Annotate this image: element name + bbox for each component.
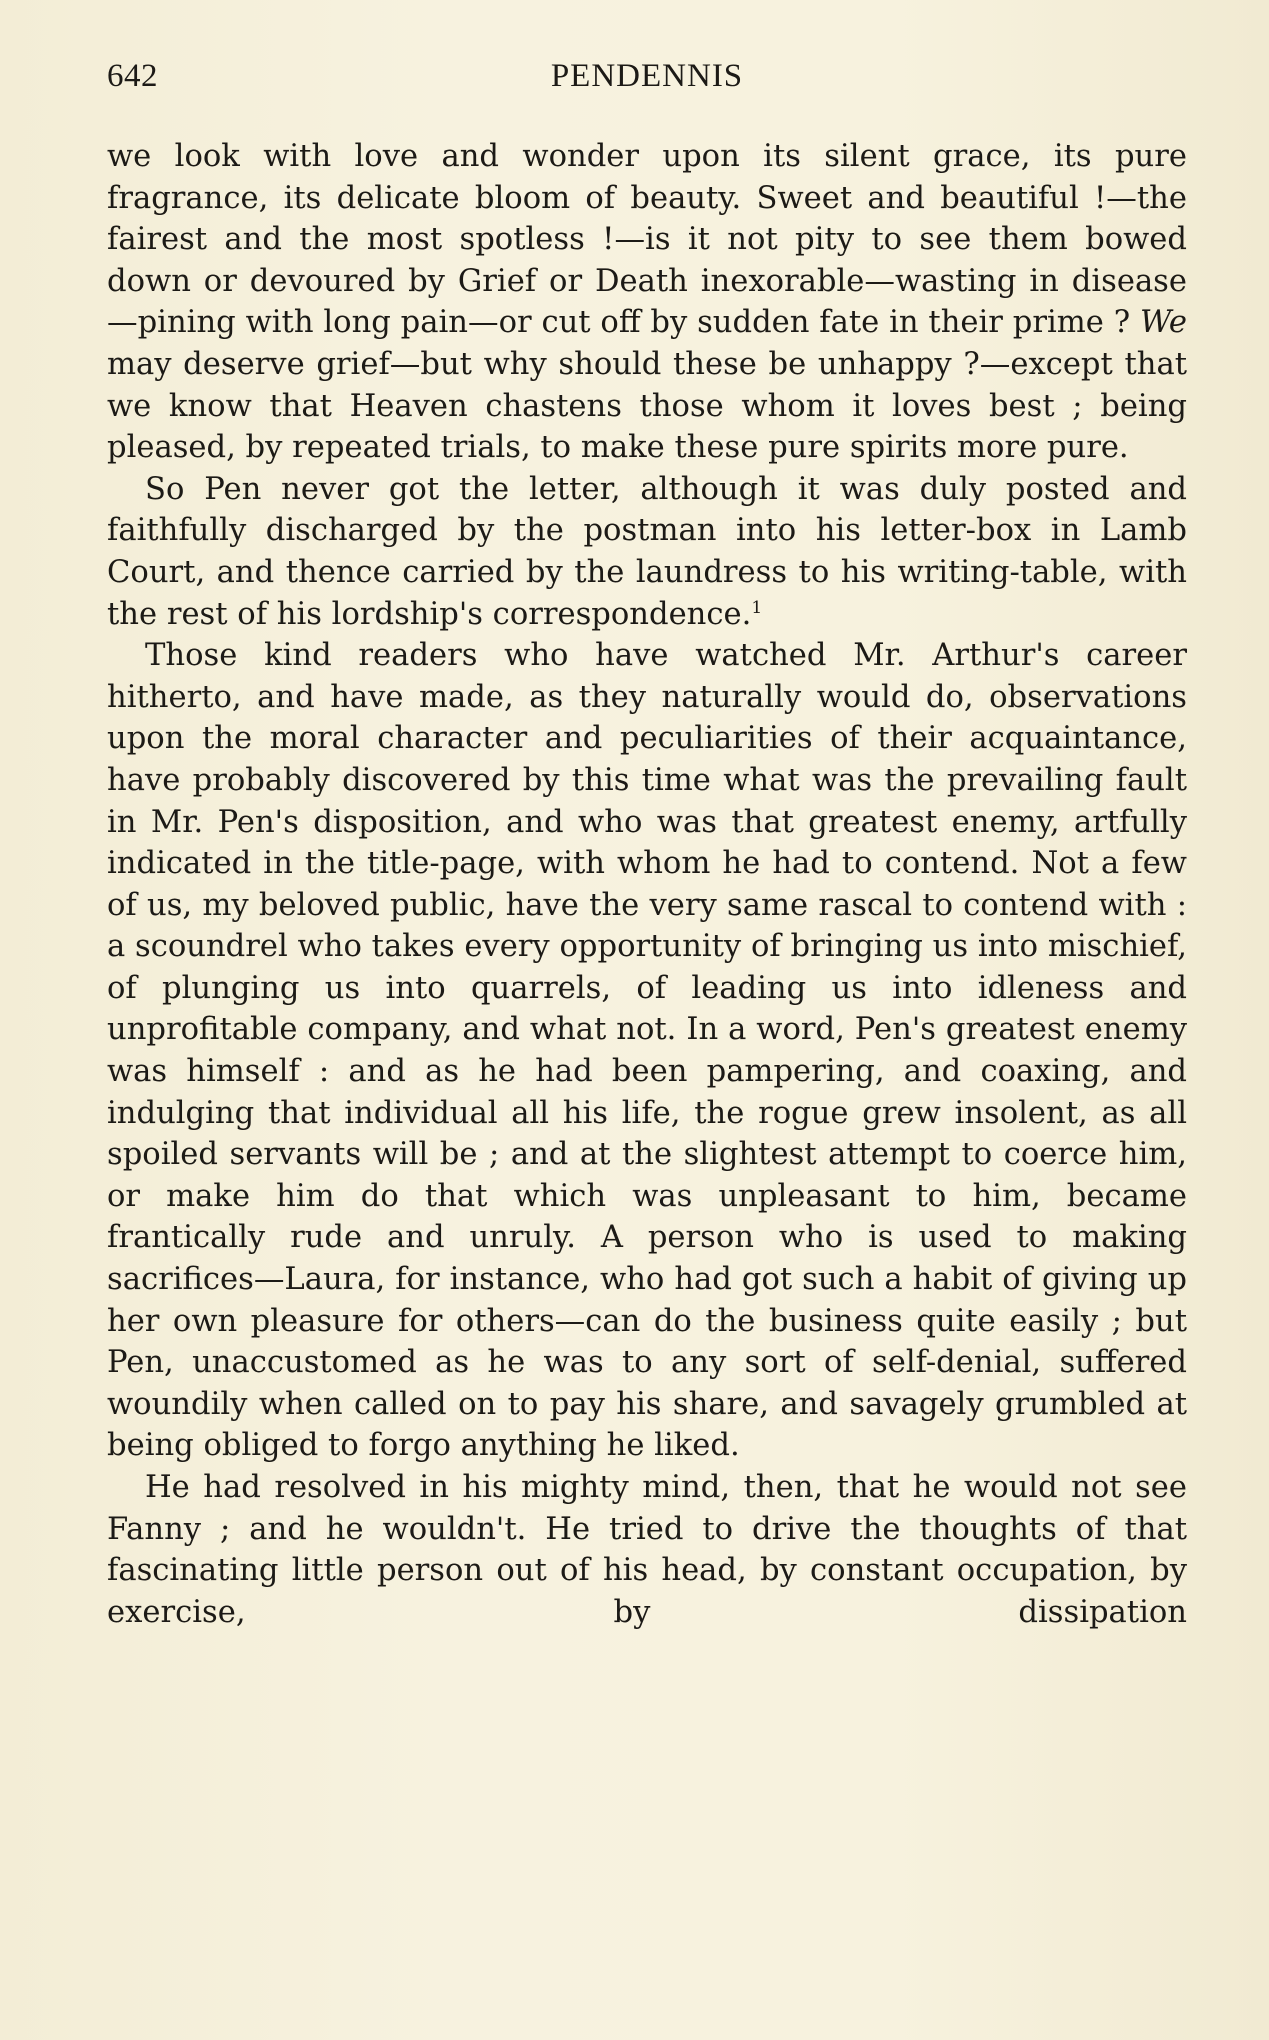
emphasis-text: We	[1139, 305, 1187, 341]
footnote-reference: 1	[751, 597, 763, 618]
paragraph	[107, 136, 1187, 469]
paragraph-text: He had resolved in his mighty mind, then, that he would not see Fanny ; and he wouldn't. He tried to drive the thoughts of that fascinating little person out of his head, by constant occupation, by exercise, by dissipation	[107, 1470, 1187, 1630]
page-header	[107, 58, 1187, 98]
running-title: PENDENNIS	[550, 58, 744, 94]
body-text	[107, 136, 1187, 1633]
paragraph	[107, 635, 1187, 1467]
paragraph-text: Those kind readers who have watched Mr. Arthur's career hitherto, and have made, as they naturally would do, observations upon the moral character and peculiarities of their acquaintance, have probably discovered by this time what was the prevailing fault in Mr. Pen's disposition, and who was that greatest enemy, artfully indicated in the title-page, with whom he had to contend. Not a few of us, my beloved public, have the very same rascal to contend with : a scoundrel who takes every opportunity of bringing us into mischief, of plunging us into quarrels, of leading us into idleness and unprofitable company, and what not. In a word, Pen's greatest enemy was himself : and as he had been pampering, and coaxing, and indulging that individual all his life, the rogue grew insolent, as all spoiled servants will be ; and at the slightest attempt to coerce him, or make him do that which was unpleasant to him, became frantically rude and unruly. A person who is used to making sacrifices—Laura, for instance, who had got such a habit of giving up her own pleasure for others—can do the business quite easily ; but Pen, unaccustomed as he was to any sort of self-denial, suffered woundily when called on to pay his share, and savagely grumbled at being obliged to forgo anything he liked.	[107, 638, 1187, 1464]
page-number: 642	[107, 58, 158, 94]
paragraph-text: may deserve grief—but why should these be unhappy ?—except that we know that Heaven chastens those whom it loves best ; being pleased, by repeated trials, to make these pure spirits more pure.	[107, 346, 1187, 466]
paragraph-text: So Pen never got the letter, although it was duly posted and faithfully discharged by the postman into his letter-box in Lamb Court, and thence carried by the laundress to his writing-table, with the rest of his lordship's correspondence.	[107, 471, 1187, 632]
paragraph	[107, 1467, 1187, 1633]
paragraph	[107, 469, 1187, 635]
paragraph-text: we look with love and wonder upon its silent grace, its pure fragrance, its delicate bloom of beauty. Sweet and beautiful !—the fairest and the most spotless !—is it not pity to see them bowed down or devoured by Grief or Death inexorable—wasting in disease—pining with long pain—or cut off by sudden fate in their prime ?	[107, 139, 1187, 341]
